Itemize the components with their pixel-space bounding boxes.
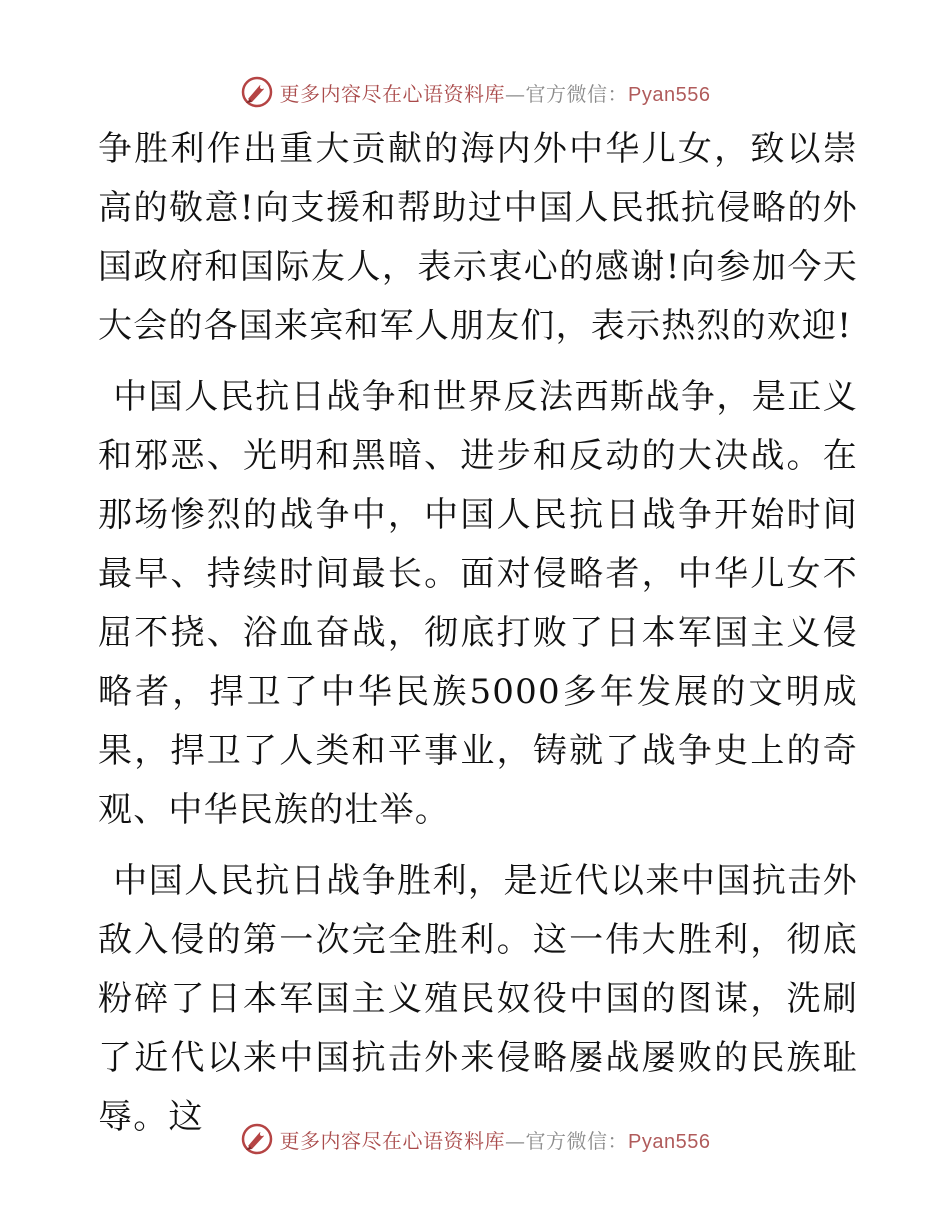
header-banner-inner: [240, 75, 711, 109]
header-brand-text: 更多内容尽在心语资料库: [279, 81, 506, 106]
header-banner: [0, 72, 950, 112]
paragraph-1: 争胜利作出重大贡献的海内外中华儿女，致以崇高的敬意!向支援和帮助过中国人民抵抗侵略的外国政府和国际友人，表示衷心的感谢!向参加今天大会的各国来宾和军人朋友们，表示热烈的欢迎!: [98, 129, 858, 346]
pen-nib-circle-icon: [240, 75, 274, 109]
paragraph-3: 中国人民抗日战争胜利，是近代以来中国抗击外敌入侵的第一次完全胜利。这一伟大胜利，彻底粉碎了日本军国主义殖民奴役中国的图谋，洗刷了近代以来中国抗击外来侵略屡战屡败的民族耻辱。这: [98, 861, 858, 1137]
footer-brand-text: 更多内容尽在心语资料库: [279, 1128, 506, 1153]
paragraph-2: 中国人民抗日战争和世界反法西斯战争，是正义和邪恶、光明和黑暗、进步和反动的大决战。在那场惨烈的战争中，中国人民抗日战争开始时间最早、持续时间最长。面对侵略者，中华儿女不屈不挠、浴血奋战，彻底打败了日本军国主义侵略者，捍卫了中华民族5000多年发展的文明成果，捍卫了人类和平事业，铸就了战争史上的奇观、中华民族的壮举。: [98, 377, 858, 830]
header-dash: —: [505, 81, 526, 106]
footer-wechat-id: Pyan556: [628, 1130, 711, 1153]
footer-banner-text: [280, 1125, 711, 1154]
footer-banner: [0, 1119, 950, 1159]
footer-wechat-label: 官方微信：: [525, 1128, 629, 1153]
footer-dash: —: [505, 1128, 526, 1153]
header-wechat-label: 官方微信：: [525, 81, 629, 106]
header-banner-text: [280, 78, 711, 107]
header-wechat-id: Pyan556: [628, 83, 711, 106]
pen-nib-circle-icon: [240, 1122, 274, 1156]
footer-banner-inner: [240, 1122, 711, 1156]
document-body: [98, 120, 858, 1159]
